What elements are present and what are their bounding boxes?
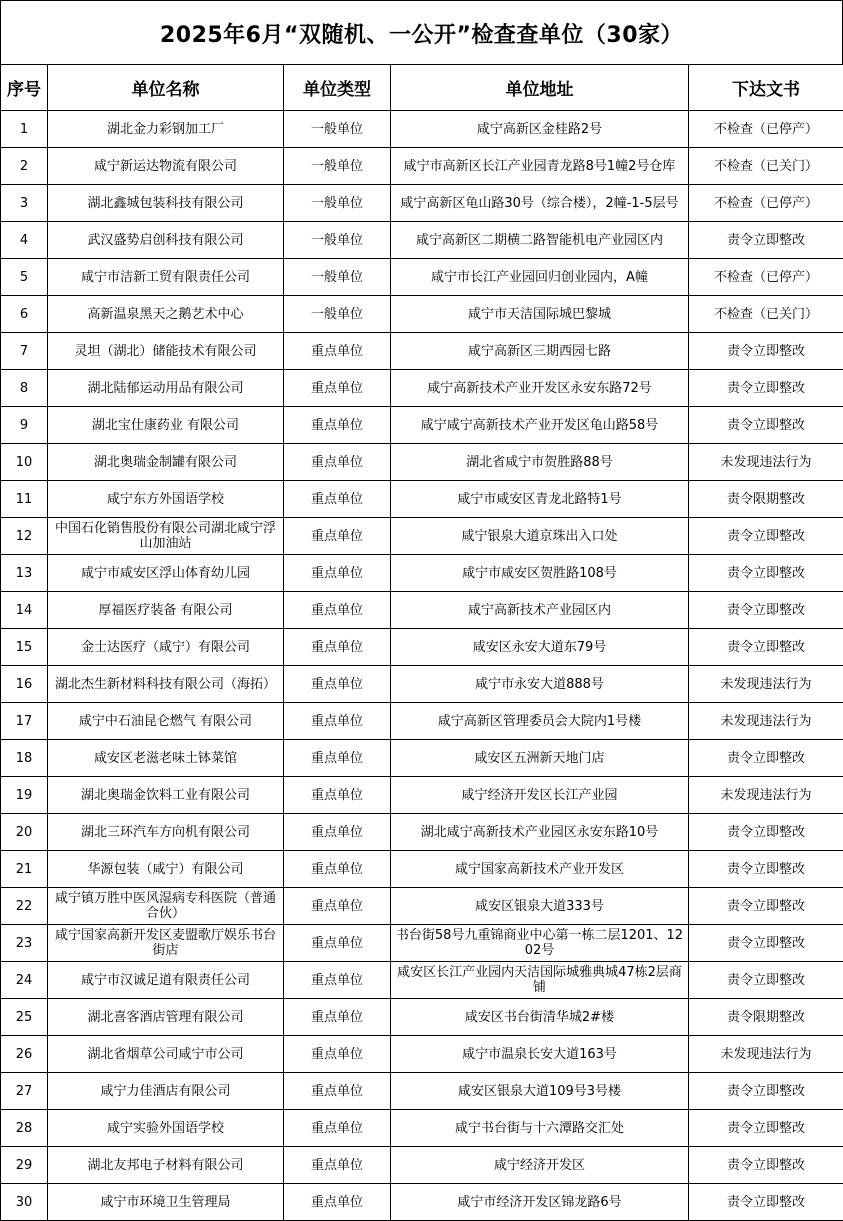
serial-cell: 1 — [1, 111, 48, 148]
unit-address-cell: 咸宁高新区金桂路2号 — [391, 111, 689, 148]
unit-name-cell: 湖北金力彩钢加工厂 — [48, 111, 284, 148]
unit-address-cell: 咸宁高新区龟山路30号（综合楼），2幢-1-5层号 — [391, 185, 689, 222]
unit-address-cell: 咸宁市咸安区贺胜路108号 — [391, 555, 689, 592]
unit-type-cell: 重点单位 — [284, 518, 391, 555]
unit-address-cell: 咸安区银泉大道109号3号楼 — [391, 1073, 689, 1110]
serial-cell: 8 — [1, 370, 48, 407]
unit-name-cell: 湖北奥瑞金制罐有限公司 — [48, 444, 284, 481]
document-cell: 责令立即整改 — [689, 370, 843, 407]
serial-cell: 24 — [1, 962, 48, 999]
table-row — [1, 1110, 843, 1147]
serial-cell: 21 — [1, 851, 48, 888]
serial-cell: 12 — [1, 518, 48, 555]
document-cell: 未发现违法行为 — [689, 444, 843, 481]
document-cell: 责令立即整改 — [689, 222, 843, 259]
unit-type-cell: 重点单位 — [284, 407, 391, 444]
unit-type-cell: 重点单位 — [284, 1184, 391, 1221]
unit-type-cell: 一般单位 — [284, 185, 391, 222]
unit-address-cell: 咸宁国家高新技术产业开发区 — [391, 851, 689, 888]
document-cell: 责令立即整改 — [689, 1073, 843, 1110]
table-row — [1, 407, 843, 444]
unit-name-cell: 咸宁镇万胜中医风湿病专科医院（普通合伙） — [48, 888, 284, 925]
unit-type-cell: 重点单位 — [284, 1073, 391, 1110]
unit-name-cell: 湖北杰生新材料科技有限公司（海拓） — [48, 666, 284, 703]
table-row — [1, 185, 843, 222]
table-row — [1, 777, 843, 814]
unit-address-cell: 咸安区永安大道东79号 — [391, 629, 689, 666]
unit-type-cell: 一般单位 — [284, 111, 391, 148]
table-row — [1, 925, 843, 962]
unit-name-cell: 湖北喜客酒店管理有限公司 — [48, 999, 284, 1036]
serial-cell: 10 — [1, 444, 48, 481]
inspection-table — [0, 64, 843, 1221]
unit-name-cell: 灵坦（湖北）储能技术有限公司 — [48, 333, 284, 370]
table-row — [1, 481, 843, 518]
serial-cell: 19 — [1, 777, 48, 814]
unit-name-cell: 湖北友邦电子材料有限公司 — [48, 1147, 284, 1184]
unit-name-cell: 咸宁中石油昆仑燃气 有限公司 — [48, 703, 284, 740]
header-unit-type: 单位类型 — [284, 65, 391, 111]
unit-name-cell: 湖北奥瑞金饮料工业有限公司 — [48, 777, 284, 814]
document-cell: 责令立即整改 — [689, 592, 843, 629]
unit-name-cell: 咸宁市汉诚足道有限责任公司 — [48, 962, 284, 999]
unit-address-cell: 咸宁市永安大道888号 — [391, 666, 689, 703]
unit-type-cell: 重点单位 — [284, 999, 391, 1036]
unit-name-cell: 湖北鑫城包装科技有限公司 — [48, 185, 284, 222]
unit-address-cell: 咸宁经济开发区长江产业园 — [391, 777, 689, 814]
table-row — [1, 555, 843, 592]
document-cell: 责令立即整改 — [689, 888, 843, 925]
unit-address-cell: 咸宁高新区三期西园七路 — [391, 333, 689, 370]
unit-name-cell: 咸宁市咸安区浮山体育幼儿园 — [48, 555, 284, 592]
serial-cell: 3 — [1, 185, 48, 222]
unit-address-cell: 咸宁市温泉长安大道163号 — [391, 1036, 689, 1073]
document-cell: 责令立即整改 — [689, 333, 843, 370]
serial-cell: 20 — [1, 814, 48, 851]
unit-address-cell: 湖北省咸宁市贺胜路88号 — [391, 444, 689, 481]
unit-type-cell: 重点单位 — [284, 962, 391, 999]
serial-cell: 22 — [1, 888, 48, 925]
table-row — [1, 148, 843, 185]
serial-cell: 14 — [1, 592, 48, 629]
table-row — [1, 629, 843, 666]
unit-name-cell: 湖北宝仕康药业 有限公司 — [48, 407, 284, 444]
unit-type-cell: 重点单位 — [284, 777, 391, 814]
document-cell: 责令立即整改 — [689, 629, 843, 666]
serial-cell: 23 — [1, 925, 48, 962]
serial-cell: 18 — [1, 740, 48, 777]
document-cell: 不检查（已停产） — [689, 185, 843, 222]
unit-address-cell: 咸宁高新区管理委员会大院内1号楼 — [391, 703, 689, 740]
table-row — [1, 296, 843, 333]
unit-name-cell: 咸宁实验外国语学校 — [48, 1110, 284, 1147]
document-cell: 未发现违法行为 — [689, 666, 843, 703]
serial-cell: 30 — [1, 1184, 48, 1221]
unit-type-cell: 重点单位 — [284, 370, 391, 407]
unit-name-cell: 中国石化销售股份有限公司湖北咸宁浮山加油站 — [48, 518, 284, 555]
unit-address-cell: 咸宁高新技术产业开发区永安东路72号 — [391, 370, 689, 407]
document-cell: 不检查（已关门） — [689, 296, 843, 333]
unit-type-cell: 重点单位 — [284, 703, 391, 740]
unit-type-cell: 重点单位 — [284, 333, 391, 370]
serial-cell: 4 — [1, 222, 48, 259]
unit-name-cell: 咸宁新运达物流有限公司 — [48, 148, 284, 185]
serial-cell: 26 — [1, 1036, 48, 1073]
unit-name-cell: 武汉盛势启创科技有限公司 — [48, 222, 284, 259]
unit-address-cell: 咸安区银泉大道333号 — [391, 888, 689, 925]
unit-name-cell: 湖北省烟草公司咸宁市公司 — [48, 1036, 284, 1073]
unit-address-cell: 咸宁银泉大道京珠出入口处 — [391, 518, 689, 555]
unit-type-cell: 重点单位 — [284, 666, 391, 703]
table-row — [1, 111, 843, 148]
unit-address-cell: 咸宁高新技术产业园区内 — [391, 592, 689, 629]
document-cell: 责令立即整改 — [689, 555, 843, 592]
unit-type-cell: 重点单位 — [284, 1036, 391, 1073]
document-cell: 责令立即整改 — [689, 1184, 843, 1221]
document-cell: 责令限期整改 — [689, 999, 843, 1036]
header-unit-address: 单位地址 — [391, 65, 689, 111]
unit-name-cell: 金士达医疗（咸宁）有限公司 — [48, 629, 284, 666]
unit-name-cell: 咸宁市洁新工贸有限责任公司 — [48, 259, 284, 296]
unit-name-cell: 湖北三环汽车方向机有限公司 — [48, 814, 284, 851]
unit-type-cell: 重点单位 — [284, 629, 391, 666]
unit-name-cell: 咸宁国家高新开发区麦盟歌厅娱乐书台街店 — [48, 925, 284, 962]
serial-cell: 16 — [1, 666, 48, 703]
header-serial: 序号 — [1, 65, 48, 111]
document-cell: 不检查（已停产） — [689, 111, 843, 148]
header-row — [1, 65, 843, 111]
serial-cell: 15 — [1, 629, 48, 666]
document-cell: 不检查（已停产） — [689, 259, 843, 296]
table-row — [1, 703, 843, 740]
serial-cell: 17 — [1, 703, 48, 740]
table-row — [1, 370, 843, 407]
unit-type-cell: 重点单位 — [284, 592, 391, 629]
header-document: 下达文书 — [689, 65, 843, 111]
unit-address-cell: 咸宁书台街与十六潭路交汇处 — [391, 1110, 689, 1147]
unit-type-cell: 重点单位 — [284, 888, 391, 925]
unit-address-cell: 咸宁市高新区长江产业园青龙路8号1幢2号仓库 — [391, 148, 689, 185]
document-cell: 责令立即整改 — [689, 1147, 843, 1184]
serial-cell: 9 — [1, 407, 48, 444]
document-cell: 未发现违法行为 — [689, 1036, 843, 1073]
serial-cell: 5 — [1, 259, 48, 296]
table-row — [1, 1073, 843, 1110]
serial-cell: 11 — [1, 481, 48, 518]
unit-address-cell: 咸宁高新区二期横二路智能机电产业园区内 — [391, 222, 689, 259]
unit-address-cell: 咸宁咸宁高新技术产业开发区龟山路58号 — [391, 407, 689, 444]
serial-cell: 25 — [1, 999, 48, 1036]
unit-type-cell: 重点单位 — [284, 555, 391, 592]
unit-address-cell: 咸宁市长江产业园回归创业园内，A幢 — [391, 259, 689, 296]
document-cell: 未发现违法行为 — [689, 777, 843, 814]
unit-address-cell: 咸宁市经济开发区锦龙路6号 — [391, 1184, 689, 1221]
serial-cell: 7 — [1, 333, 48, 370]
unit-type-cell: 一般单位 — [284, 296, 391, 333]
serial-cell: 2 — [1, 148, 48, 185]
document-cell: 责令立即整改 — [689, 851, 843, 888]
unit-name-cell: 厚福医疗装备 有限公司 — [48, 592, 284, 629]
table-row — [1, 222, 843, 259]
document-cell: 不检查（已关门） — [689, 148, 843, 185]
unit-name-cell: 咸宁市环境卫生管理局 — [48, 1184, 284, 1221]
document-cell: 责令立即整改 — [689, 740, 843, 777]
unit-type-cell: 重点单位 — [284, 925, 391, 962]
unit-type-cell: 重点单位 — [284, 444, 391, 481]
unit-name-cell: 咸宁力佳酒店有限公司 — [48, 1073, 284, 1110]
table-row — [1, 592, 843, 629]
document-cell: 责令立即整改 — [689, 518, 843, 555]
table-row — [1, 518, 843, 555]
page-title: 2025年6月“双随机、一公开”检查查单位（30家） — [0, 0, 843, 65]
document-cell: 责令立即整改 — [689, 925, 843, 962]
unit-name-cell: 湖北陆郁运动用品有限公司 — [48, 370, 284, 407]
serial-cell: 27 — [1, 1073, 48, 1110]
unit-name-cell: 高新温泉黑天之鹅艺术中心 — [48, 296, 284, 333]
unit-type-cell: 一般单位 — [284, 148, 391, 185]
unit-type-cell: 重点单位 — [284, 1110, 391, 1147]
document-cell: 责令立即整改 — [689, 1110, 843, 1147]
table-row — [1, 666, 843, 703]
unit-name-cell: 咸安区老滋老味土钵菜馆 — [48, 740, 284, 777]
table-row — [1, 1147, 843, 1184]
unit-address-cell: 咸安区五洲新天地门店 — [391, 740, 689, 777]
unit-type-cell: 一般单位 — [284, 259, 391, 296]
table-row — [1, 999, 843, 1036]
unit-type-cell: 重点单位 — [284, 740, 391, 777]
serial-cell: 28 — [1, 1110, 48, 1147]
table-row — [1, 333, 843, 370]
document-cell: 责令立即整改 — [689, 962, 843, 999]
document-cell: 未发现违法行为 — [689, 703, 843, 740]
table-row — [1, 1036, 843, 1073]
document-cell: 责令限期整改 — [689, 481, 843, 518]
table-row — [1, 851, 843, 888]
unit-address-cell: 咸安区书台街清华城2#楼 — [391, 999, 689, 1036]
unit-type-cell: 重点单位 — [284, 481, 391, 518]
unit-address-cell: 湖北咸宁高新技术产业园区永安东路10号 — [391, 814, 689, 851]
unit-address-cell: 咸安区长江产业园内天洁国际城雅典城47栋2层商铺 — [391, 962, 689, 999]
unit-address-cell: 咸宁经济开发区 — [391, 1147, 689, 1184]
table-row — [1, 962, 843, 999]
table-row — [1, 814, 843, 851]
serial-cell: 13 — [1, 555, 48, 592]
unit-address-cell: 咸宁市咸安区青龙北路特1号 — [391, 481, 689, 518]
serial-cell: 6 — [1, 296, 48, 333]
document-cell: 责令立即整改 — [689, 814, 843, 851]
unit-type-cell: 重点单位 — [284, 814, 391, 851]
table-row — [1, 888, 843, 925]
unit-address-cell: 咸宁市天洁国际城巴黎城 — [391, 296, 689, 333]
document-cell: 责令立即整改 — [689, 407, 843, 444]
unit-type-cell: 重点单位 — [284, 851, 391, 888]
table-row — [1, 740, 843, 777]
unit-name-cell: 华源包装（咸宁）有限公司 — [48, 851, 284, 888]
unit-type-cell: 一般单位 — [284, 222, 391, 259]
unit-name-cell: 咸宁东方外国语学校 — [48, 481, 284, 518]
table-body — [1, 111, 843, 1221]
header-unit-name: 单位名称 — [48, 65, 284, 111]
unit-address-cell: 书台街58号九重锦商业中心第一栋二层1201、1202号 — [391, 925, 689, 962]
table-row — [1, 1184, 843, 1221]
table-row — [1, 259, 843, 296]
unit-type-cell: 重点单位 — [284, 1147, 391, 1184]
serial-cell: 29 — [1, 1147, 48, 1184]
table-row — [1, 444, 843, 481]
